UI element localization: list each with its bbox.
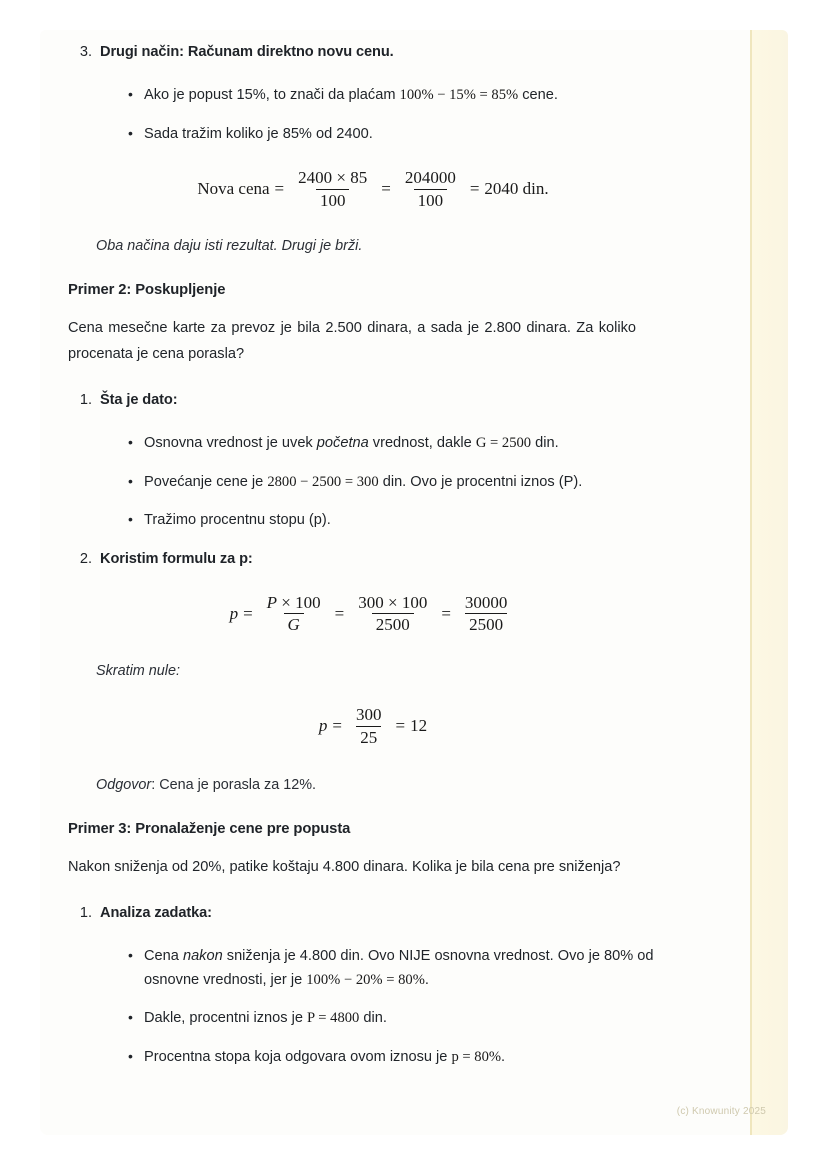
math-equals: =: [243, 603, 253, 623]
math-term: 2400: [298, 168, 333, 188]
bullet-text-a: Povećanje cene je: [144, 473, 268, 490]
fraction-denominator: 100: [316, 189, 350, 211]
bullet-text-b: cene.: [518, 86, 558, 103]
fraction: [263, 593, 325, 635]
fraction-numerator: 300: [356, 705, 382, 724]
math-lhs: p: [229, 603, 239, 623]
math-times: ×: [336, 168, 346, 188]
math-equals: =: [332, 716, 342, 736]
answer-text: : Cena je porasla za 12%.: [151, 777, 316, 794]
inline-math: 100% − 15% = 85%: [399, 86, 519, 103]
math-row: [230, 593, 517, 635]
list-number: 3.: [79, 44, 92, 60]
fraction-numerator: [263, 593, 325, 614]
list-number: 1.: [79, 392, 92, 409]
bullet-text-b: sniženja je 4.800 din. Ovo NIJE osnovna vrednost. Ovo je 80% od osnovne vrednosti, jer je: [144, 947, 654, 988]
list-item-title: Šta je dato:: [100, 392, 178, 409]
list-item: [122, 84, 662, 108]
fraction: [294, 168, 371, 210]
fraction-numerator: [354, 593, 431, 614]
list-item: [122, 1046, 667, 1070]
inline-math: G = 2500: [475, 435, 532, 452]
fraction-denominator: G: [284, 613, 304, 635]
math-times: ×: [387, 592, 398, 612]
note-skratim-nule: Skratim nule:: [96, 663, 180, 679]
bullet-text-a: Ako je popust 15%, to znači da plaćam: [144, 86, 400, 103]
fraction-numerator: 204000: [404, 168, 456, 188]
math-row: [319, 705, 427, 747]
formula-nova-cena: [68, 168, 678, 210]
fraction-denominator: 2500: [465, 613, 507, 635]
heading-primer-3: Primer 3: Pronalaženje cene pre popusta: [68, 821, 351, 838]
answer-label: Odgovor: [96, 777, 152, 794]
bullet-emphasis: nakon: [182, 947, 223, 964]
fraction-numerator: 30000: [464, 592, 508, 612]
list-item: • Tražimo procentnu stopu (p).: [122, 509, 662, 533]
note-oba-nacina: Oba načina daju isti rezultat. Drugi je brži.: [96, 238, 363, 255]
math-lhs: p: [318, 716, 328, 736]
page-edge-strip: [750, 30, 788, 1135]
bullet-text-b: din.: [359, 1010, 387, 1027]
list-item: [122, 471, 662, 495]
bullet-text-b: .: [501, 1048, 506, 1065]
bullet-text-b: vrednost, dakle: [368, 435, 476, 452]
bullet-list-primer3-step1: [122, 945, 667, 1070]
fraction-numerator: [294, 168, 371, 189]
math-row: [197, 168, 548, 210]
fraction-denominator: 100: [414, 189, 448, 211]
bullet-text-a: Dakle, procentni iznos je: [144, 1010, 308, 1027]
fraction: [401, 168, 460, 210]
watermark-copyright: (c) Knowunity 2025: [676, 1106, 766, 1117]
fraction: [352, 705, 386, 747]
math-equals: =: [381, 179, 391, 199]
math-result: 12: [410, 716, 428, 736]
list-item-primer2-step2: [68, 549, 678, 571]
bullet-list-step3: [122, 84, 662, 146]
paragraph-primer-3: Nakon sniženja od 20%, patike koštaju 4.800 dinara. Kolika je bila cena pre sniženja?: [68, 859, 621, 876]
inline-math: 100% − 20% = 80%: [306, 971, 425, 988]
heading-primer-2: Primer 2: Poskupljenje: [68, 282, 226, 299]
list-item: [122, 1007, 667, 1031]
bullet-text-b: din. Ovo je procentni iznos (P).: [378, 473, 583, 490]
bullet-text-c: din.: [531, 435, 559, 452]
list-item: [122, 432, 662, 456]
bullet-list-primer2-step1: [122, 432, 662, 533]
math-lhs: Nova cena: [197, 179, 270, 199]
list-number: 2.: [79, 551, 92, 568]
document-content: [68, 30, 678, 1085]
list-number: 1.: [79, 905, 92, 922]
list-item: [122, 945, 667, 992]
math-term: 300: [358, 592, 384, 612]
math-term: 85: [350, 168, 368, 188]
list-item-title: Koristim formulu za p:: [100, 551, 253, 568]
math-equals: =: [395, 716, 406, 736]
bullet-emphasis: početna: [316, 435, 369, 452]
math-equals: =: [274, 179, 285, 199]
bullet-text-c: .: [424, 971, 429, 988]
bullet-text-a: Cena: [144, 947, 183, 964]
paragraph-primer-2: Cena mesečne karte za prevoz je bila 2.500 dinara, a sada je 2.800 dinara. Za koliko procenata je cena porasla?: [68, 320, 636, 363]
inline-math: p = 80%: [451, 1048, 502, 1065]
document-page: [40, 30, 788, 1135]
fraction-denominator: 25: [356, 726, 381, 748]
list-item: • Sada tražim koliko je 85% od 2400.: [122, 123, 662, 147]
math-equals: =: [469, 179, 480, 199]
answer-primer-2: [96, 777, 678, 793]
list-item-primer3-step1: [68, 903, 678, 925]
math-term: 100: [401, 592, 428, 612]
math-result: 2040 din.: [484, 179, 549, 199]
fraction: [461, 593, 512, 635]
math-equals: =: [441, 603, 451, 623]
math-term: P: [266, 592, 278, 612]
list-item-primer2-step1: [68, 390, 678, 412]
list-item-step3: [68, 42, 678, 64]
math-times: ×: [281, 592, 291, 612]
bullet-text-a: Procentna stopa koja odgovara ovom iznosu je: [144, 1048, 452, 1065]
math-term: 100: [295, 592, 321, 612]
list-item-title: Drugi način: Računam direktno novu cenu.: [100, 44, 394, 60]
formula-procentna-stopa: [68, 593, 678, 635]
fraction: [354, 593, 431, 635]
fraction-denominator: 2500: [372, 613, 414, 635]
bullet-text-a: Osnovna vrednost je uvek: [144, 435, 317, 452]
math-equals: =: [334, 603, 345, 623]
formula-p-rezultat: [68, 705, 678, 747]
inline-math: 2800 − 2500 = 300: [267, 473, 379, 490]
inline-math: P = 4800: [307, 1010, 360, 1027]
list-item-title: Analiza zadatka:: [100, 905, 212, 922]
